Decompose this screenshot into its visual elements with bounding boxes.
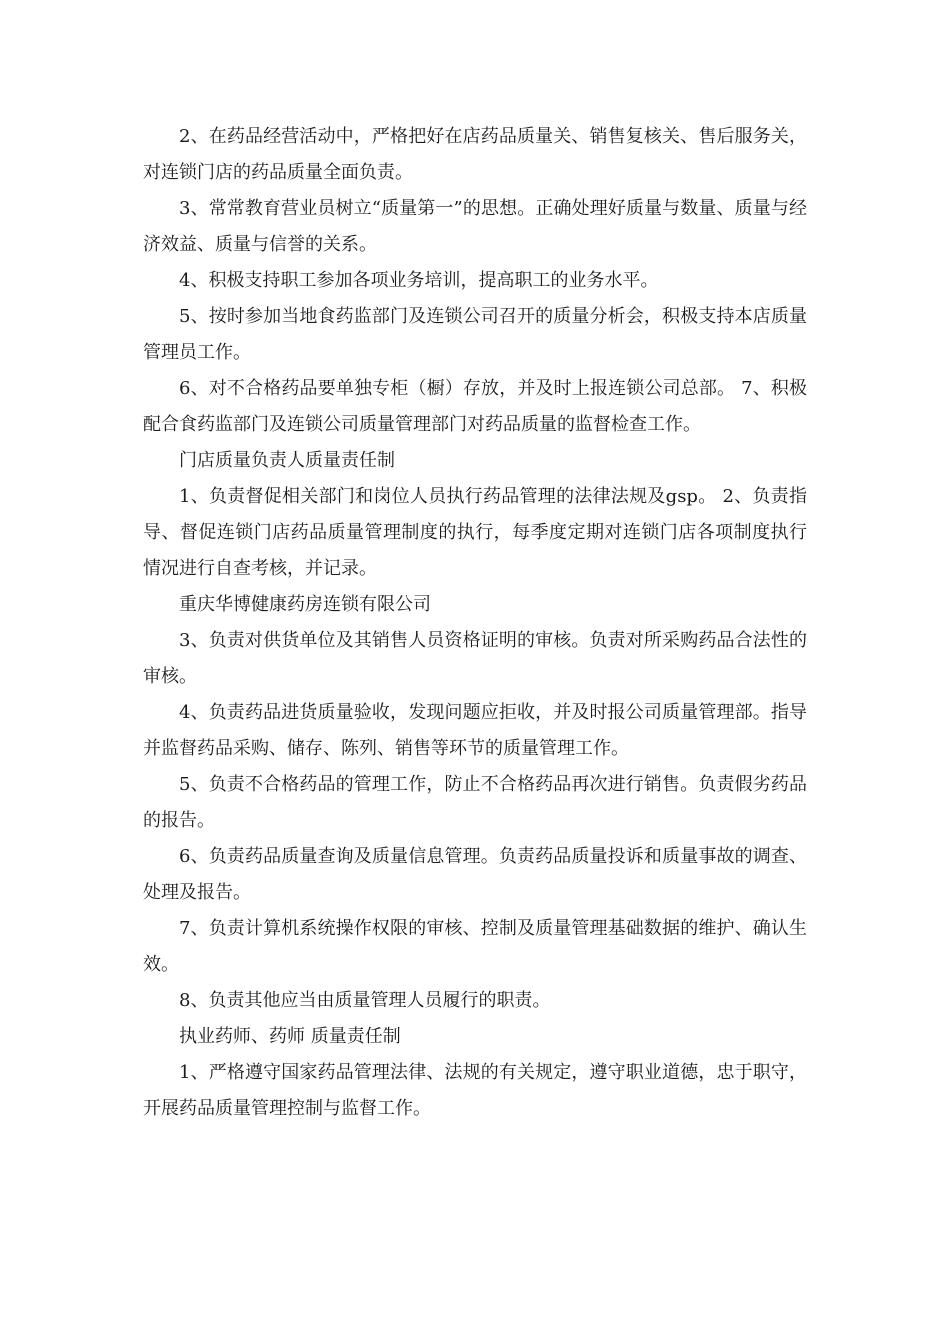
paragraph-item-5b: 5、负责不合格药品的管理工作，防止不合格药品再次进行销售。负责假劣药品的报告。: [143, 774, 807, 831]
paragraph-item-6-7: 6、对不合格药品要单独专柜（橱）存放，并及时上报连锁公司总部。 7、积极配合食药监部门及连锁公司质量管理部门对药品质量的监督检查工作。: [143, 378, 807, 435]
paragraph-item-1-2: 1、负责督促相关部门和岗位人员执行药品管理的法律法规及gsp。 2、负责指导、督促连锁门店药品质量管理制度的执行，每季度定期对连锁门店各项制度执行情况进行自查考核，并记录。: [143, 486, 807, 579]
paragraph-item-4: 4、积极支持职工参加各项业务培训，提高职工的业务水平。: [179, 270, 659, 291]
document-body: [143, 119, 807, 1127]
paragraph-item-2: 2、在药品经营活动中，严格把好在店药品质量关、销售复核关、售后服务关，对连锁门店的药品质量全面负责。: [143, 126, 807, 183]
paragraph-item-4b: 4、负责药品进货质量验收，发现问题应拒收，并及时报公司质量管理部。指导并监督药品采购、储存、陈列、销售等环节的质量管理工作。: [143, 702, 807, 759]
company-name: 重庆华博健康药房连锁有限公司: [179, 594, 431, 615]
paragraph-item-3: 3、常常教育营业员树立“质量第一”的思想。正确处理好质量与数量、质量与经济效益、质量与信誉的关系。: [143, 198, 807, 255]
paragraph-item-7b: 7、负责计算机系统操作权限的审核、控制及质量管理基础数据的维护、确认生效。: [143, 918, 807, 975]
paragraph-item-8b: 8、负责其他应当由质量管理人员履行的职责。: [179, 990, 551, 1011]
paragraph-item-1c: 1、严格遵守国家药品管理法律、法规的有关规定，遵守职业道德，忠于职守，开展药品质量管理控制与监督工作。: [143, 1062, 807, 1119]
paragraph-item-3b: 3、负责对供货单位及其销售人员资格证明的审核。负责对所采购药品合法性的审核。: [143, 630, 807, 687]
paragraph-item-5: 5、按时参加当地食药监部门及连锁公司召开的质量分析会，积极支持本店质量管理员工作。: [143, 306, 807, 363]
paragraph-item-6b: 6、负责药品质量查询及质量信息管理。负责药品质量投诉和质量事故的调查、处理及报告。: [143, 846, 807, 903]
section-heading-pharmacist: 执业药师、药师 质量责任制: [179, 1026, 401, 1047]
section-heading-store-quality-manager: 门店质量负责人质量责任制: [179, 450, 395, 471]
